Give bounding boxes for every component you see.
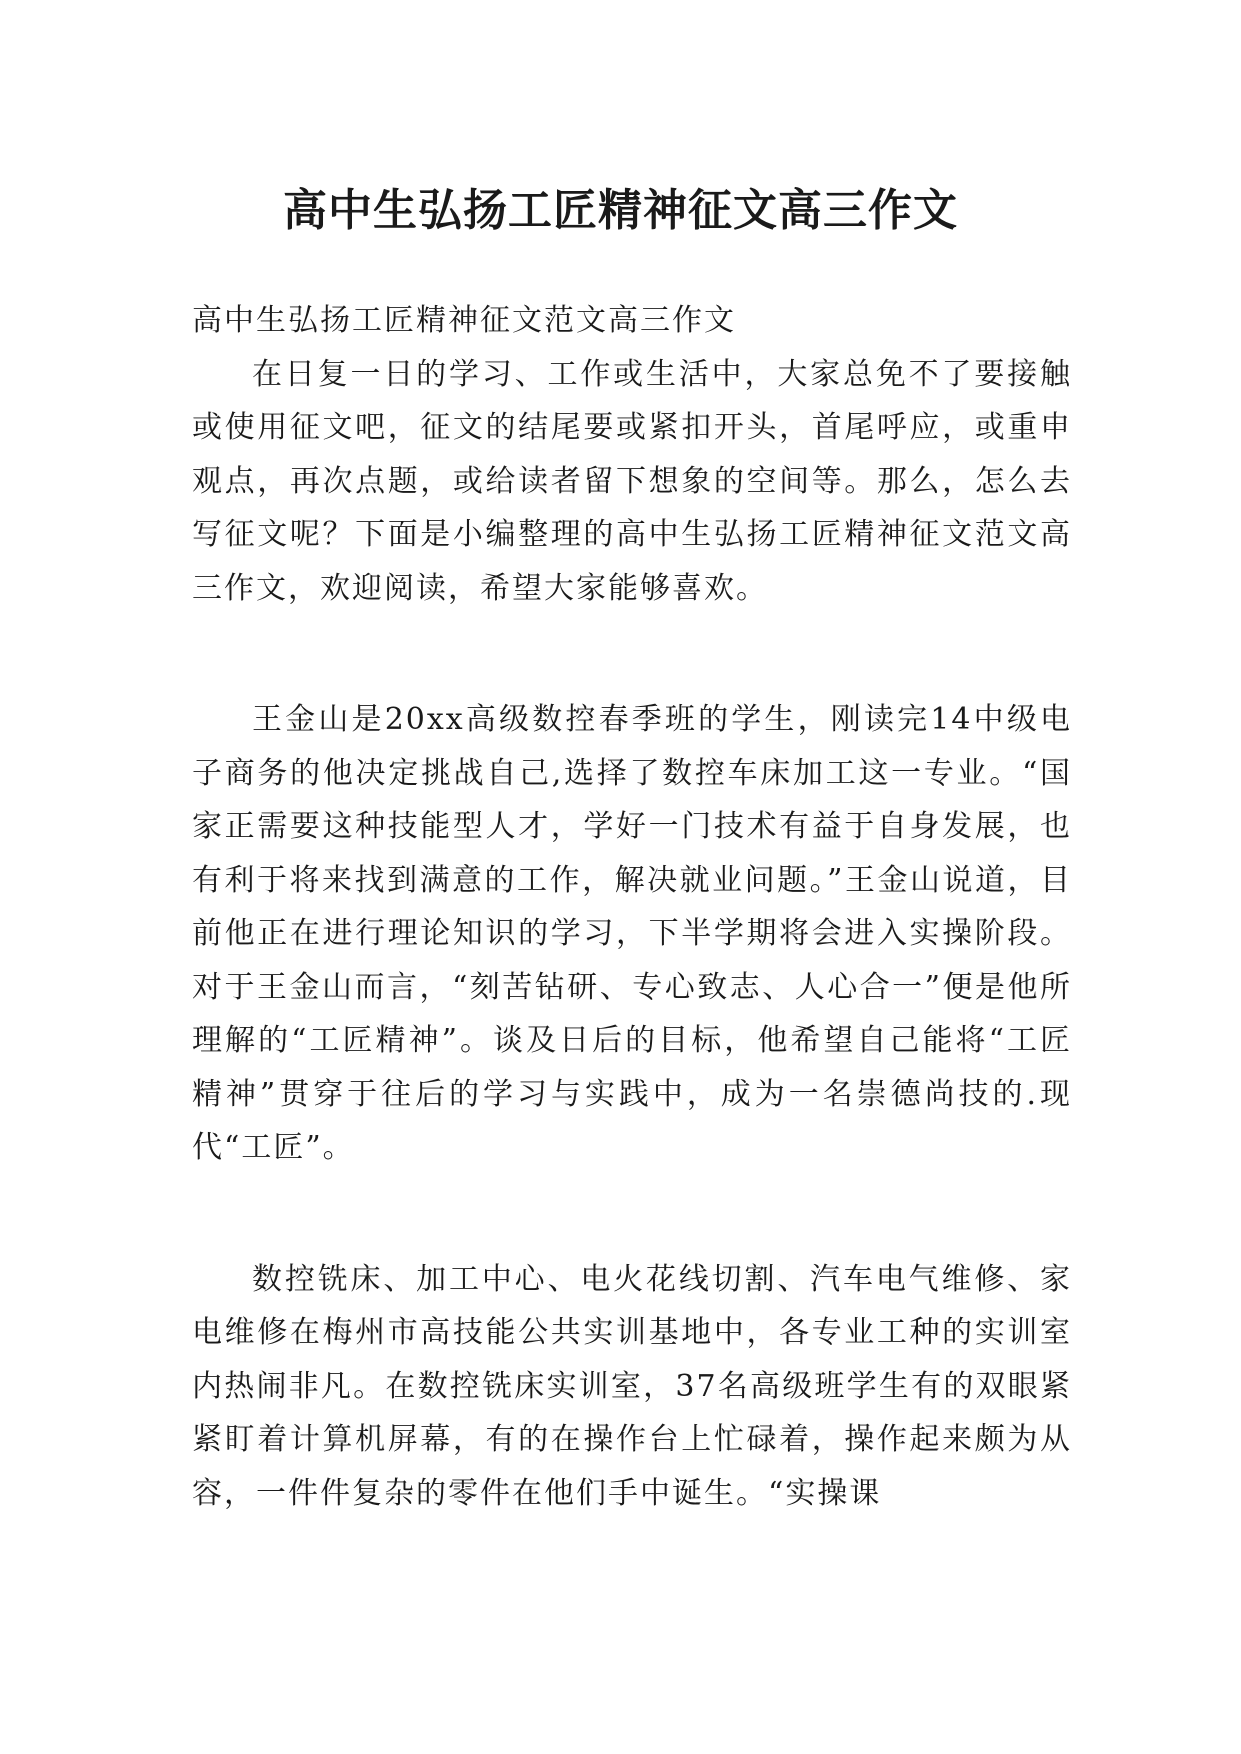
paragraph-gap xyxy=(192,615,1072,693)
paragraph-gap xyxy=(192,1175,1072,1253)
document-subtitle: 高中生弘扬工匠精神征文范文高三作文 xyxy=(192,303,736,338)
paragraph-training-base: 数控铣床、加工中心、电火花线切割、汽车电气维修、家电维修在梅州市高技能公共实训基地中，各专业工种的实训室内热闹非凡。在数控铣床实训室，37名高级班学生有的双眼紧紧盯着计算机屏幕，有的在操作台上忙碌着，操作起来颇为从容，一件件复杂的零件在他们手中诞生。“实操课 xyxy=(192,1261,1072,1511)
paragraph-wang-jinshan: 王金山是20xx高级数控春季班的学生，刚读完14中级电子商务的他决定挑战自己,选择了数控车床加工这一专业。“国家正需要这种技能型人才，学好一门技术有益于自身发展，也有利于将来找到满意的工作，解决就业问题。”王金山说道，目前他正在进行理论知识的学习，下半学期将会进入实操阶段。对于王金山而言，“刻苦钻研、专心致志、人心合一”便是他所理解的“工匠精神”。谈及日后的目标，他希望自己能将“工匠精神”贯穿于往后的学习与实践中，成为一名崇德尚技的.现代“工匠”。 xyxy=(192,702,1072,1165)
paragraph-intro: 在日复一日的学习、工作或生活中，大家总免不了要接触或使用征文吧，征文的结尾要或紧扣开头，首尾呼应，或重申观点，再次点题，或给读者留下想象的空间等。那么，怎么去写征文呢？下面是小编整理的高中生弘扬工匠精神征文范文高三作文，欢迎阅读，希望大家能够喜欢。 xyxy=(192,356,1072,606)
document-body xyxy=(192,294,1072,1520)
document-title: 高中生弘扬工匠精神征文高三作文 xyxy=(283,185,958,237)
